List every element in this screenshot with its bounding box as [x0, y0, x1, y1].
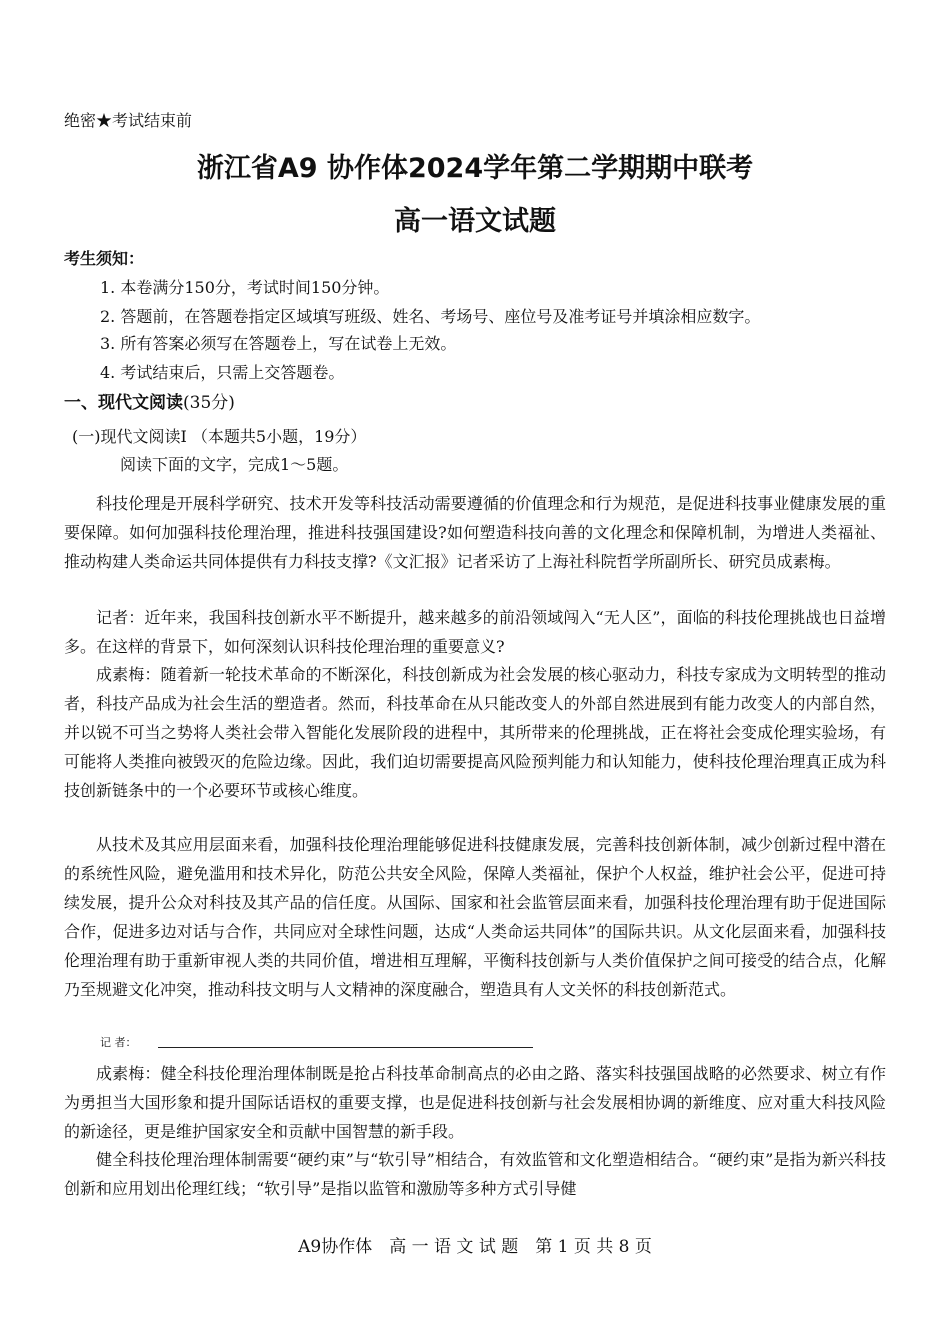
- section-score: (35分): [183, 393, 235, 413]
- answer-blank-line: [158, 1047, 533, 1048]
- passage-paragraph: 健全科技伦理治理体制需要“硬约束”与“软引导”相结合，有效监管和文化塑造相结合。“硬约束”是指为新兴科技创新和应用划出伦理红线；“软引导”是指以监管和激励等多种方式引导健: [64, 1150, 886, 1198]
- passage-paragraph: 记者：近年来，我国科技创新水平不断提升，越来越多的前沿领域闯入“无人区”，面临的科技伦理挑战也日益增多。在这样的背景下，如何深刻认识科技伦理治理的重要意义?: [64, 608, 886, 656]
- confidential-mark: 绝密★考试结束前: [64, 111, 193, 130]
- notice-item: 1. 本卷满分150分，考试时间150分钟。: [100, 278, 390, 297]
- section-title: 一、现代文阅读: [64, 393, 183, 413]
- exam-subject-title: 高一语文试题: [394, 206, 556, 237]
- passage-paragraph: 成素梅：健全科技伦理治理体制既是抢占科技革命制高点的必由之路、落实科技强国战略的必然要求、树立有作为勇担当大国形象和提升国际话语权的重要支撑，也是促进科技创新与社会发展相协调的新维度、应对重大科技风险的新途径，更是维护国家安全和贡献中国智慧的新手段。: [64, 1064, 886, 1141]
- notice-heading: 考生须知：: [64, 249, 145, 268]
- exam-title: 浙江省A9 协作体2024学年第二学期期中联考: [196, 153, 754, 184]
- notice-item: 2. 答题前，在答题卷指定区域填写班级、姓名、考场号、座位号及准考证号并填涂相应数字。: [100, 307, 761, 326]
- notice-item: 3. 所有答案必须写在答题卷上，写在试卷上无效。: [100, 334, 457, 353]
- passage-paragraph: 科技伦理是开展科学研究、技术开发等科技活动需要遵循的价值理念和行为规范，是促进科技事业健康发展的重要保障。如何加强科技伦理治理，推进科技强国建设?如何塑造科技向善的文化理念和保障机制，为增进人类福祉、推动构建人类命运共同体提供有力科技支撑?《文汇报》记者采访了上海社科院哲学所副所长、研究员成素梅。: [64, 494, 886, 571]
- section-heading: [64, 388, 235, 413]
- blank-label: 记 者：: [100, 1036, 137, 1049]
- passage-paragraph: 从技术及其应用层面来看，加强科技伦理治理能够促进科技健康发展，完善科技创新体制，减少创新过程中潜在的系统性风险，避免滥用和技术异化，防范公共安全风险，保障人类福祉，保护个人权益，维护社会公平，促进可持续发展，提升公众对科技及其产品的信任度。从国际、国家和社会监管层面来看，加强科技伦理治理有助于促进国际合作，促进多边对话与合作，共同应对全球性问题，达成“人类命运共同体”的国际共识。从文化层面来看，加强科技伦理治理有助于重新审视人类的共同价值，增进相互理解，平衡科技创新与人类价值保护之间可接受的结合点，化解乃至规避文化冲突，推动科技文明与人文精神的深度融合，塑造具有人文关怀的科技创新范式。: [64, 835, 886, 999]
- subsection-heading: (一)现代文阅读I （本题共5小题，19分）: [72, 427, 367, 446]
- page-footer: A9协作体 高 一 语 文 试 题 第 1 页 共 8 页: [298, 1237, 652, 1257]
- passage-paragraph: 成素梅：随着新一轮技术革命的不断深化，科技创新成为社会发展的核心驱动力，科技专家成为文明转型的推动者，科技产品成为社会生活的塑造者。然而，科技革命在从只能改变人的外部自然进展到有能力改变人的内部自然，并以锐不可当之势将人类社会带入智能化发展阶段的进程中，其所带来的伦理挑战，正在将社会变成伦理实验场，有可能将人类推向被毁灭的危险边缘。因此，我们迫切需要提高风险预判能力和认知能力，使科技伦理治理真正成为科技创新链条中的一个必要环节或核心维度。: [64, 665, 886, 800]
- notice-item: 4. 考试结束后，只需上交答题卷。: [100, 363, 345, 382]
- reading-instruction: 阅读下面的文字，完成1～5题。: [120, 455, 349, 474]
